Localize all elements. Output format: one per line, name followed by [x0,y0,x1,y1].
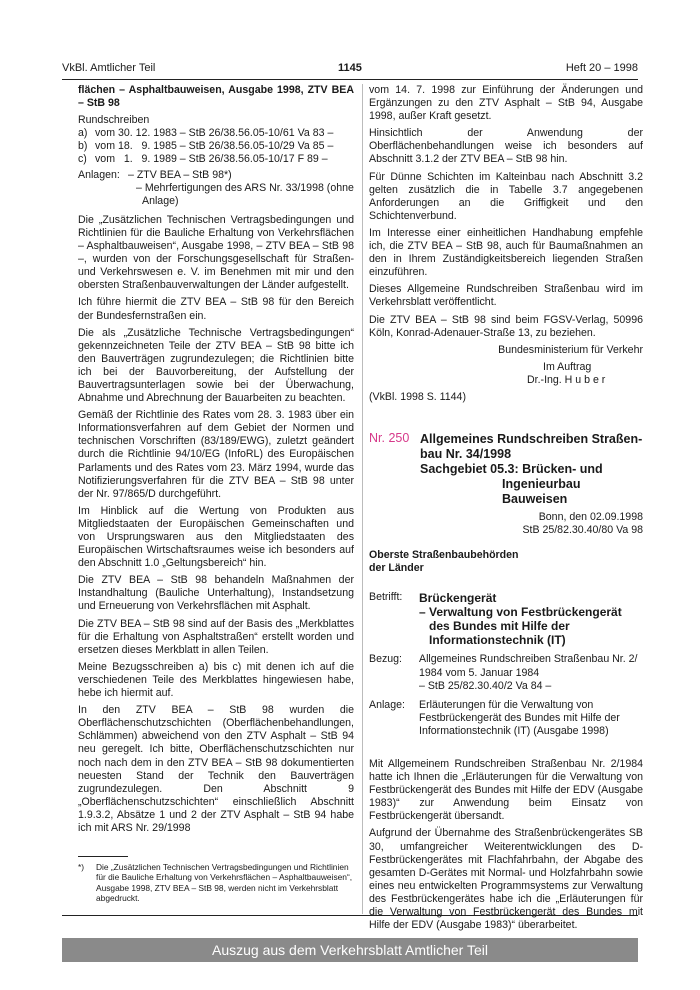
paragraph: Die „Zusätzlichen Technischen Vertragsbedingungen und Richtlinien für die Bauliche Erhaltung von Verkehrsflächen – Asphaltbauweisen“, Ausgabe 1998, – ZTV BEA – StB 98 –, wurden von der Forschungsgesellschaft für Straßen- und Verkehrswesen e. V. im Benehmen mit mir und den obersten Straßenbauverwaltungen der Länder aufgestellt. [78,213,354,292]
citation: (VkBl. 1998 S. 1144) [369,390,466,403]
paragraph: Ich führe hiermit die ZTV BEA – StB 98 für den Bereich der Bundesfernstraßen ein. [78,296,354,322]
paragraph: Die ZTV BEA – StB 98 sind beim FGSV-Verlag, 50996 Köln, Konrad-Adenauer-Straße 13, zu beziehen. [369,313,643,339]
right-column [369,84,643,936]
anlage: Anlage: Erläuterungen für die Verwaltung von Festbrückengerät des Bundes mit Hilfe der Informationstechnik (IT) (Ausgabe 1998) [369,698,620,737]
bezug: Bezug: Allgemeines Rundschreiben Straßenbau Nr. 2/ 1984 vom 5. Januar 1984 – StB 25/82.30.40/2 Va 84 – [369,653,638,692]
header-issue: Heft 20 – 1998 [565,62,638,74]
footer-banner: Auszug aus dem Verkehrsblatt Amtlicher Teil [62,938,638,962]
paragraph: Im Interesse einer einheitlichen Handhabung empfehle ich, die ZTV BEA – StB 98, auch für Baumaßnahmen an den in Ihrem Zuständigkeitsbereich liegenden Straßen einzuführen. [369,226,643,279]
paragraph: Die ZTV BEA – StB 98 behandeln Maßnahmen der Instandhaltung (Bauliche Unterhaltung), Instandsetzung und Erneuerung von Verkehrsflächen mit Asphalt. [78,574,354,613]
footnote-mark: *) [78,862,85,872]
paragraph: vom 14. 7. 1998 zur Einführung der Änderungen und Ergänzungen zu den ZTV Asphalt – StB 94, Ausgabe 1998, außer Kraft gesetzt. [369,84,643,123]
paragraph: Hinsichtlich der Anwendung der Oberflächenbehandlungen weise ich besonders auf Abschnitt 3.1.2 der ZTV BEA – StB 98 hin. [369,127,643,166]
signature-name: Dr.-Ing. H u b e r [527,373,606,386]
paragraph: Dieses Allgemeine Rundschreiben Straßenbau wird im Verkehrsblatt veröffentlicht. [369,283,643,309]
bottom-rule [62,915,638,916]
signature-im-auftrag: Im Auftrag [543,360,592,373]
paragraph: Für Dünne Schichten im Kalteinbau nach Abschnitt 3.2 gelten zusätzlich die in Tabelle 3.7 angegebenen Anforderungen an die Griffigkeit und den Schichtenverbund. [369,170,643,222]
footnote-text: Die „Zusätzlichen Technischen Vertragsbedingungen und Richtlinien für die Bauliche Erhaltung von Verkehrsflächen – Asphaltbauweisen“, Ausgabe 1998, ZTV BEA – StB 98, werden nicht im Verkehrsblatt abgedruckt. [96,862,353,904]
paragraph: Im Hinblick auf die Wertung von Produkten aus Mitgliedstaaten der Europäischen Gemeinschaften und von Ursprungswaren aus den Mitgliedstaaten des Europäischen Wirtschaftsraumes weise ich besonders auf den Abschnitt 1.0 „Geltungsbereich“ hin. [78,504,354,570]
page-number: 1145 [338,62,362,74]
left-column [78,84,354,839]
addressee: Oberste Straßenbaubehörden [369,549,519,562]
ref-b: b) vom 18. 9. 1985 – StB 26/38.56.05-10/29 Va 85 – [78,140,334,153]
anlagen: Anlagen: – ZTV BEA – StB 98*) – Mehrfertigungen des ARS Nr. 33/1998 (ohne Anlage) [78,168,354,207]
paragraph: Meine Bezugsschreiben a) bis c) mit denen ich auf die verschiedenen Teile des Merkblattes hingewiesen habe, hebe ich hiermit auf. [78,660,354,700]
paragraph: Die als „Zusätzliche Technische Vertragsbedingungen“ gekennzeichneten Teile der ZTV BEA – StB 98 bitte ich den Bauverträgen zugrundezulegen; die Richtlinien bitte ich bei der Bauvorbereitung, der Aufstellung der Bauvertragsunterlagen sowie bei der Überwachung, Abnahme und Abrechnung der Bauarbeiten zu beachten. [78,326,354,405]
header-rule [62,79,638,80]
signature-ministry: Bundesministerium für Verkehr [498,343,643,356]
section-number: Nr. 250 [369,431,410,446]
ref-a: a) vom 30. 12. 1983 – StB 26/38.56.05-10/61 Va 83 – [78,127,334,140]
paragraph: Aufgrund der Übernahme des Straßenbrückengerätes SB 30, umfangreicher Weiterentwicklungen des D-Festbrückengerätes mit Flachfahrbahn, der Abgabe des gesamten D-Gerätes mit Normal- und Holzfahrbahn sowie eines neu entwickelten Programmsystems zur Verwaltung des Festbrückengerätes habe ich die „Erläuterungen für die Verwaltung von Festbrückengerät des Bundes mit Hilfe der EDV (Ausgabe 1983)“ überarbeitet. [369,827,643,932]
paragraph: In den ZTV BEA – StB 98 wurden die Oberflächenschutzschichten (Oberflächenbehandlungen, Schlämmen) abweichend von den ZTV Asphalt – StB 94 neu geregelt. Ich bitte, Oberflächenschutzschichten nur noch nach dem in den ZTV BEA – StB 98 dokumentierten neuesten Stand der Technik den Bauverträgen zugrundezulegen. Den Abschnitt 9 „Oberflächenschutzschichten“ einschließlich Abschnitt 1.9.3.2, Absätze 1 und 2 der ZTV Asphalt – StB 94 habe ich mit ARS Nr. 29/1998 [78,704,354,834]
addressee: der Länder [369,562,424,575]
paragraph: Die ZTV BEA – StB 98 sind auf der Basis des „Merkblattes für die Erhaltung von Asphaltstraßen“ erstellt worden und ersetzen dieses Merkblatt in allen Teilen. [78,617,354,656]
footnote [78,862,354,904]
ref-c: c) vom 1. 9. 1989 – StB 26/38.56.05-10/17 F 89 – [78,153,328,166]
continued-title: flächen – Asphaltbauweisen, Ausgabe 1998, ZTV BEA – StB 98 [78,84,354,110]
footnote-rule [78,856,128,857]
section-title: Allgemeines Rundschreiben Straßen- bau Nr. 34/1998 Sachgebiet 05.3: Brücken- und Ingenieurbau Bauweisen [420,432,643,507]
column-divider [362,84,363,914]
header-journal: VkBl. Amtlicher Teil [62,62,156,74]
paragraph: Mit Allgemeinem Rundschreiben Straßenbau Nr. 2/1984 hatte ich Ihnen die „Erläuterungen für die Verwaltung von Festbrückengerät des Bundes mit Hilfe der EDV (Ausgabe 1983)“ zur Anwendung beim Einsatz von Festbrückengerät übersandt. [369,758,643,823]
paragraph: Gemäß der Richtlinie des Rates vom 28. 3. 1983 über ein Informationsverfahren auf dem Gebiet der Normen und technischen Vorschriften (83/189/EWG), zuletzt geändert durch die Richtlinie 94/10/EG (InfoRL) des Europäischen Parlaments und des Rates vom 23. März 1994, wurde das Notifizierungsverfahren für die ZTV BEA – StB 98 unter der Nr. 97/865/D durchgeführt. [78,409,354,500]
betrifft: Betrifft: Brückengerät – Verwaltung von Festbrückengerät des Bundes mit Hilfe der Informationstechnik (IT) [369,591,622,648]
rundschreiben-label: Rundschreiben [78,114,150,127]
section-header [369,432,643,507]
date-reference: Bonn, den 02.09.1998 StB 25/82.30.40/80 Va 98 [522,511,643,537]
